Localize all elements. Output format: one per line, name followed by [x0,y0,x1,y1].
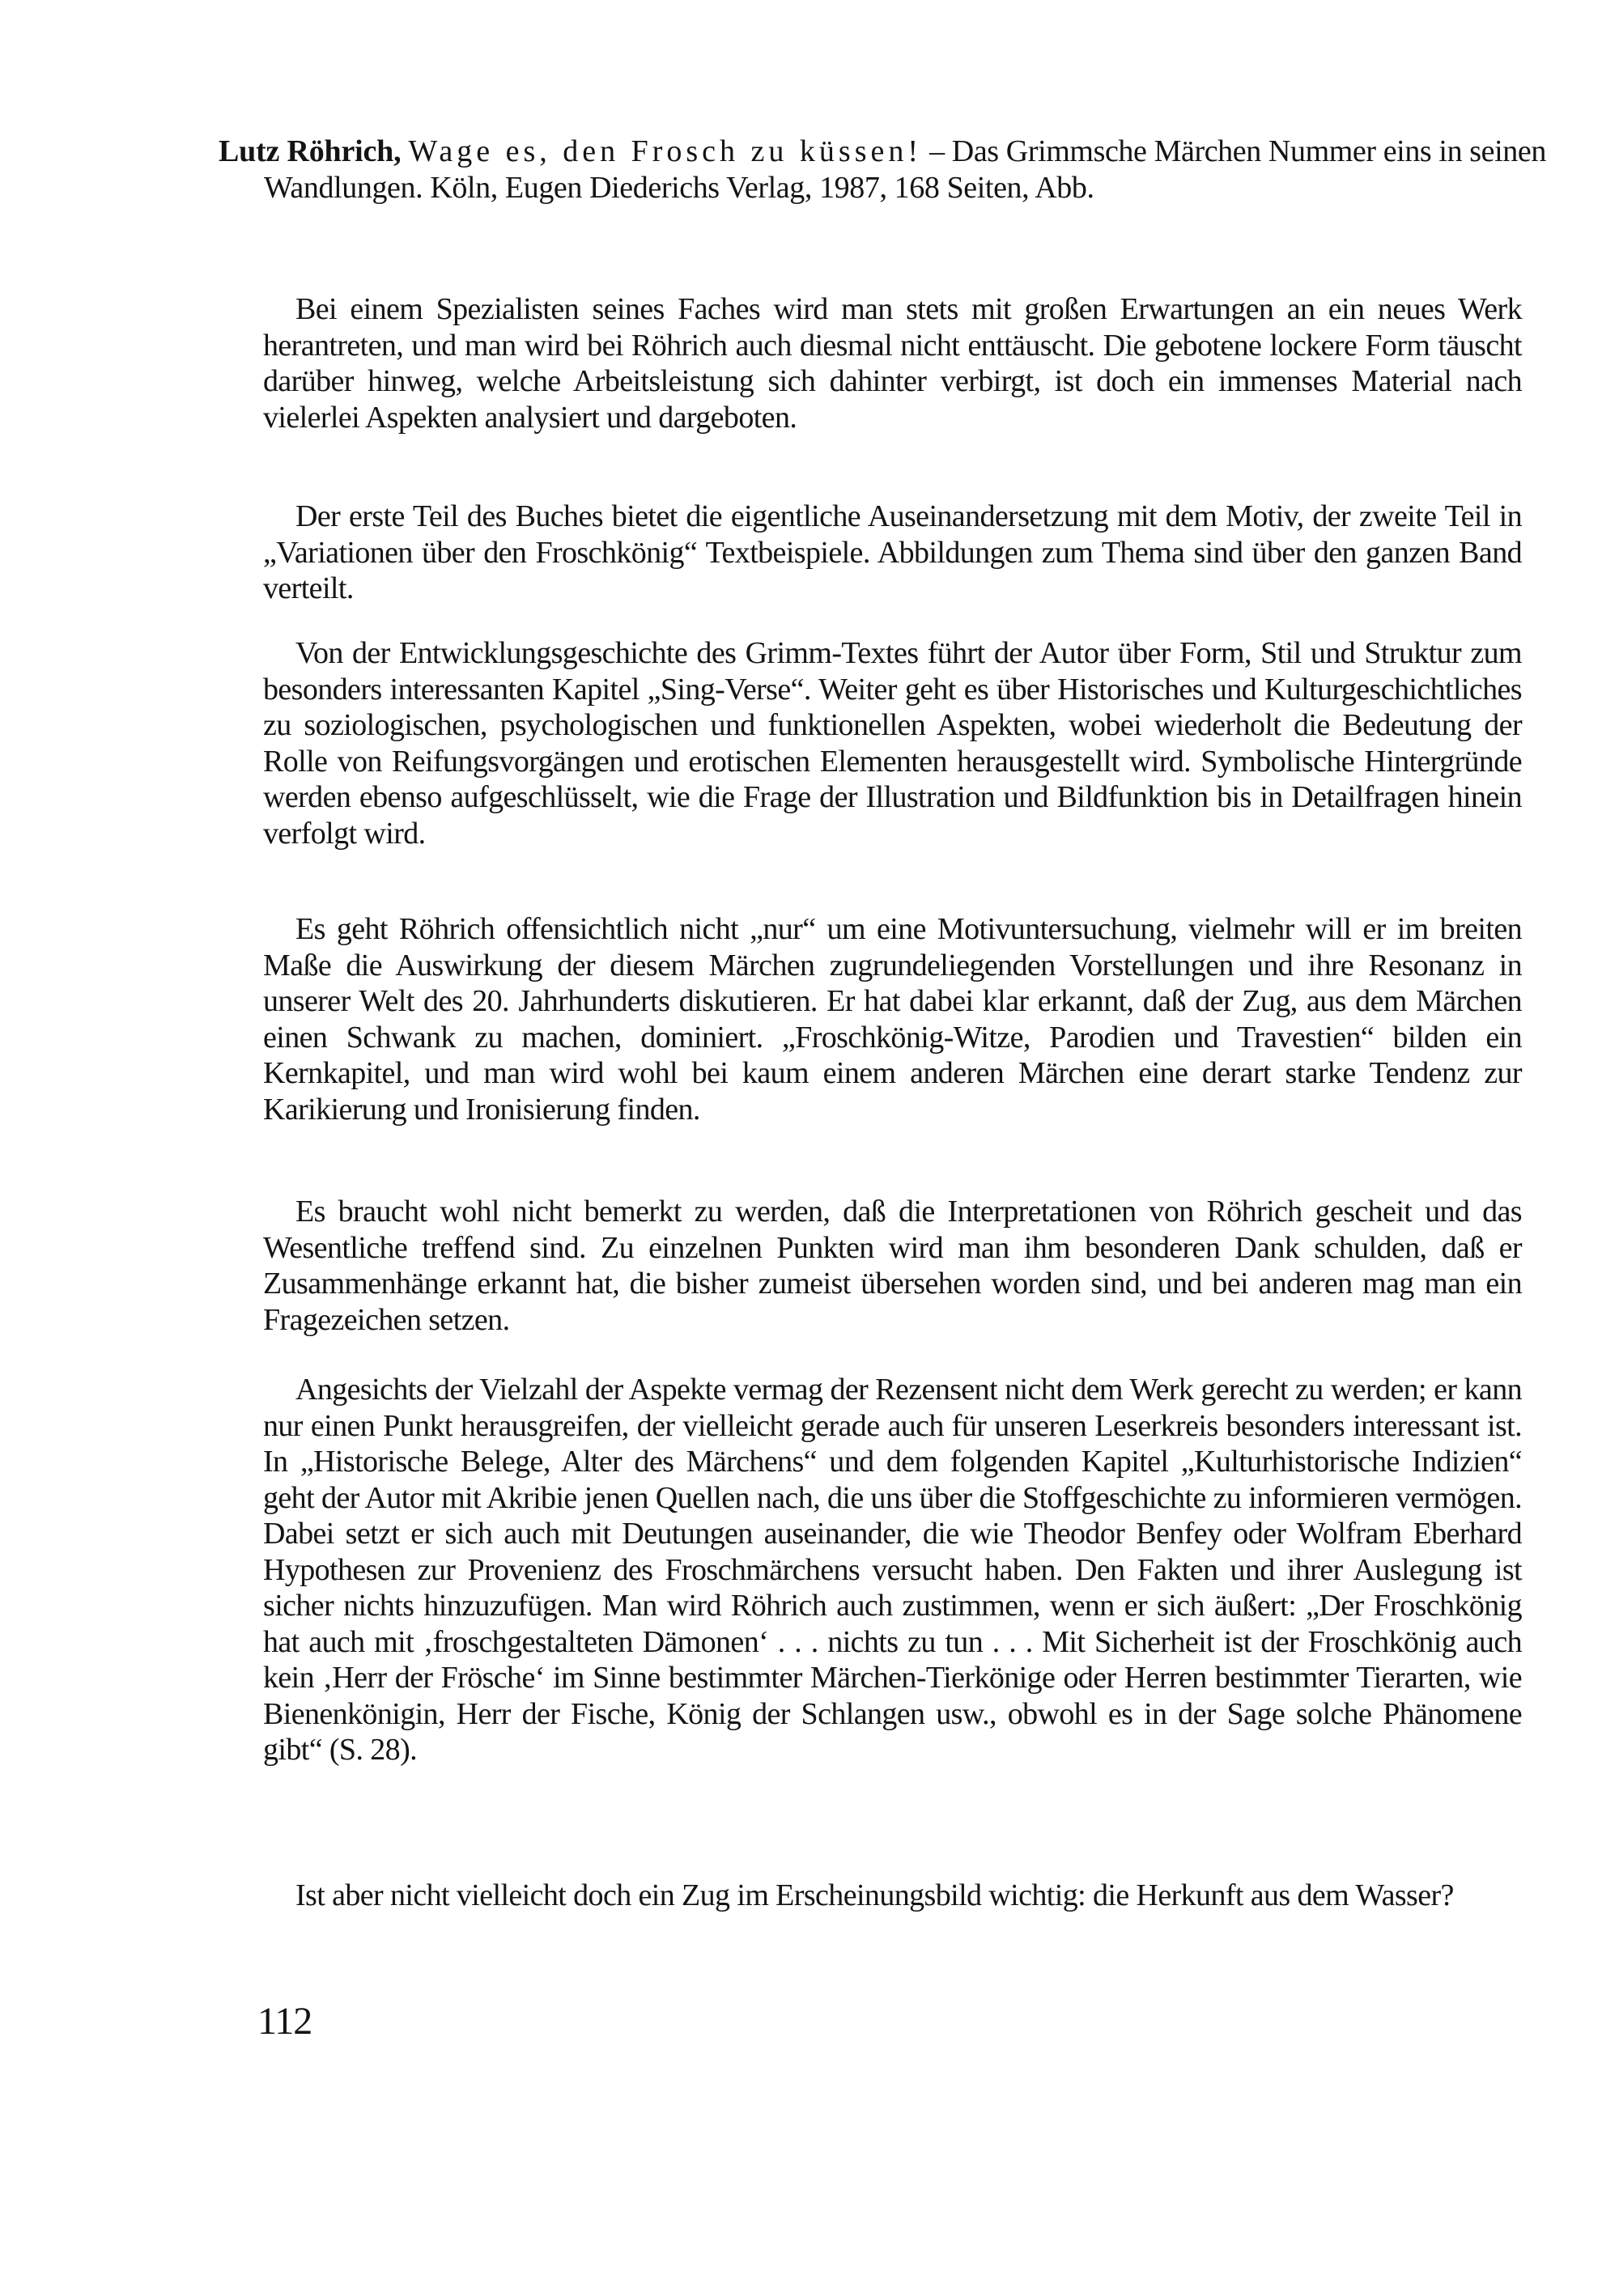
review-paragraph-4: Es geht Röhrich offensichtlich nicht „nur“ um eine Motivuntersuchung, vielmehr will er im breiten Maße die Auswirkung der diesem Märchen zugrundeliegenden Vorstellungen und ihre Resonanz in unserer Welt des 20. Jahrhunderts diskutieren. Er hat dabei klar erkannt, daß der Zug, aus dem Märchen einen Schwank zu machen, dominiert. „Froschkönig-Witze, Parodien und Travestien“ bilden ein Kernkapitel, und man wird wohl bei kaum einem anderen Märchen eine derart starke Tendenz zur Karikierung und Ironisierung finden. [263,912,1522,1127]
book-citation [219,134,1567,206]
review-paragraph-6: Angesichts der Vielzahl der Aspekte vermag der Rezensent nicht dem Werk gerecht zu werden; er kann nur einen Punkt herausgreifen, der vielleicht gerade auch für unseren Leserkreis besonders interessant ist. In „Historische Belege, Alter des Märchens“ und dem folgenden Kapitel „Kulturhistorische Indizien“ geht der Autor mit Akribie jenen Quellen nach, die uns über die Stoffgeschichte zu informieren vermögen. Dabei setzt er sich auch mit Deutungen auseinander, die wie Theodor Benfey oder Wolfram Eberhard Hypothesen zur Provenienz des Froschmärchens versucht haben. Den Fakten und ihrer Auslegung ist sicher nichts hinzuzufügen. Man wird Röhrich auch zustimmen, wenn er sich äußert: „Der Froschkönig hat auch mit ‚froschgestalteten Dämonen‘ . . . nichts zu tun . . . Mit Sicherheit ist der Froschkönig auch kein ‚Herr der Frösche‘ im Sinne bestimmter Märchen-Tierkönige oder Herren bestimmter Tierarten, wie Bienenkönigin, Herr der Fische, König der Schlangen usw., obwohl es in der Sage solche Phänomene gibt“ (S. 28). [263,1373,1522,1767]
review-paragraph-2: Der erste Teil des Buches bietet die eigentliche Auseinandersetzung mit dem Motiv, der zweite Teil in „Variationen über den Froschkönig“ Textbeispiele. Abbildungen zum Thema sind über den ganzen Band verteilt. [263,499,1522,605]
page-number: 112 [257,2000,312,2043]
review-paragraph-3: Von der Entwicklungsgeschichte des Grimm-Textes führt der Autor über Form, Stil und Struktur zum besonders interessanten Kapitel „Sing-Verse“. Weiter geht es über Historisches und Kulturgeschichtliches zu soziologischen, psychologischen und funktionellen Aspekten, wobei wiederholt die Bedeutung der Rolle von Reifungsvorgängen und erotischen Elementen herausgestellt wird. Symbolische Hintergründe werden ebenso aufgeschlüsselt, wie die Frage der Illustration und Bildfunktion bis in Detailfragen hinein verfolgt wird. [263,636,1522,851]
review-paragraph-5: Es braucht wohl nicht bemerkt zu werden, daß die Interpretationen von Röhrich gescheit und das Wesentliche treffend sind. Zu einzelnen Punkten wird man ihm besonderen Dank schulden, daß er Zusammenhänge erkannt hat, die bisher zumeist übersehen worden sind, und bei anderen mag man ein Fragezeichen setzen. [263,1195,1522,1337]
citation-author: Lutz Röhrich, [219,134,402,168]
citation-title: Wage es, den Frosch zu küssen! [408,134,922,168]
review-paragraph-7: Ist aber nicht vielleicht doch ein Zug im Erscheinungsbild wichtig: die Herkunft aus dem Wasser? [295,1878,1454,1912]
review-paragraph-1: Bei einem Spezialisten seines Faches wird man stets mit großen Erwartungen an ein neues Werk herantreten, und man wird bei Röhrich auch diesmal nicht enttäuscht. Die gebotene lockere Form täuscht darüber hinweg, welche Arbeitsleistung sich dahinter verbirgt, ist doch ein immenses Material nach vielerlei Aspekten analysiert und dargeboten. [263,292,1522,435]
citation-details: – Das Grimmsche Märchen Nummer eins in seinen Wandlungen. Köln, Eugen Diederichs Verlag, 1987, 168 Seiten, Abb. [264,134,1546,205]
